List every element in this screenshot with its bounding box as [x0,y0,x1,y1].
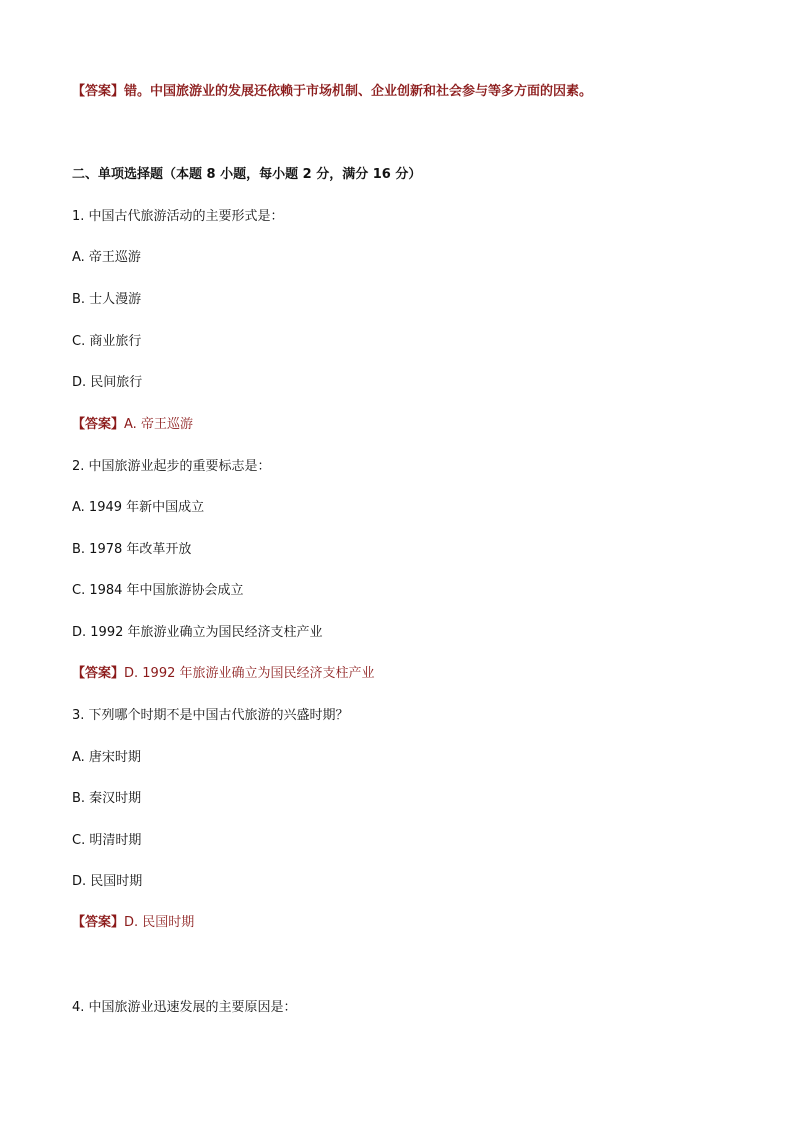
question-1-option-d: D. 民间旅行 [72,375,143,390]
question-2-stem: 2. 中国旅游业起步的重要标志是： [72,459,271,474]
question-3-option-a: A. 唐宋时期 [72,750,141,765]
question-2-option-b: B. 1978 年改革开放 [72,542,192,557]
top-answer: 【答案】错。中国旅游业的发展还依赖于市场机制、企业创新和社会参与等多方面的因素。 [72,84,593,99]
question-3-option-d: D. 民国时期 [72,874,143,889]
question-1-option-b: B. 士人漫游 [72,292,142,307]
question-1-stem: 1. 中国古代旅游活动的主要形式是： [72,209,284,224]
question-2-option-c: C. 1984 年中国旅游协会成立 [72,583,244,598]
question-3-option-b: B. 秦汉时期 [72,791,142,806]
question-3-stem: 3. 下列哪个时期不是中国古代旅游的兴盛时期？ [72,708,349,723]
question-1-answer [72,417,193,433]
answer-label: 【答案】 [72,417,125,432]
question-3-option-c: C. 明清时期 [72,833,142,848]
answer-text: A. 帝王巡游 [124,417,193,432]
answer-text: D. 民国时期 [124,915,195,930]
question-2-option-d: D. 1992 年旅游业确立为国民经济支柱产业 [72,625,323,640]
question-2-answer [72,666,375,682]
question-2-option-a: A. 1949 年新中国成立 [72,500,205,515]
answer-label: 【答案】 [72,915,125,930]
section-title: 二、单项选择题（本题 8 小题，每小题 2 分，满分 16 分） [72,167,422,182]
question-4-stem: 4. 中国旅游业迅速发展的主要原因是： [72,1000,297,1015]
answer-text: D. 1992 年旅游业确立为国民经济支柱产业 [124,666,375,681]
question-1-option-c: C. 商业旅行 [72,334,142,349]
question-3-answer [72,915,194,931]
question-1-option-a: A. 帝王巡游 [72,250,141,265]
answer-label: 【答案】 [72,666,125,681]
